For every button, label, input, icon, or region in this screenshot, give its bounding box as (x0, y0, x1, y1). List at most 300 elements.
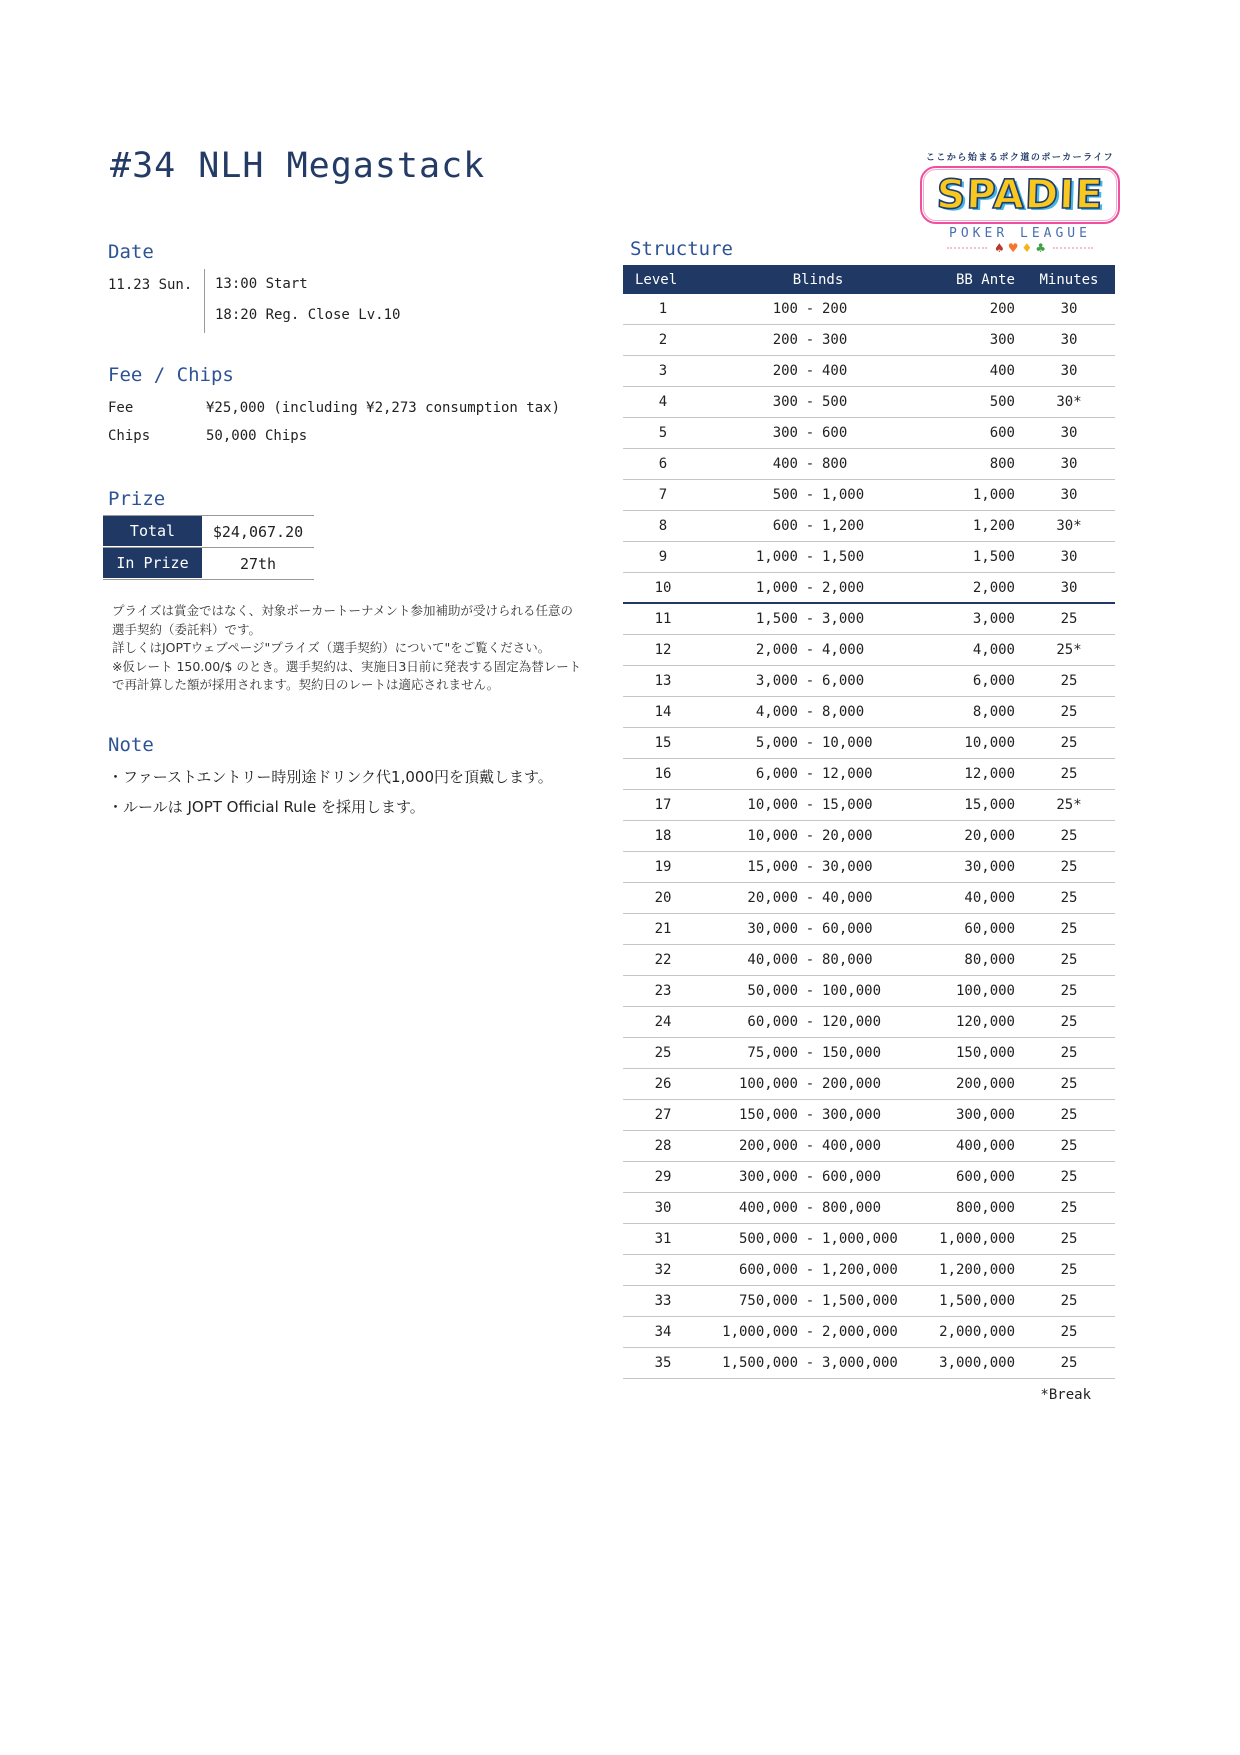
minutes-cell: 25 (1060, 1200, 1078, 1216)
structure-level-row (623, 1193, 1115, 1224)
date-heading: Date (108, 241, 154, 263)
blinds-cell (703, 580, 933, 596)
structure-level-row (623, 573, 1115, 604)
big-blind: 2,000 (822, 579, 865, 596)
structure-table (623, 265, 1115, 1403)
small-blind: 600,000 (738, 1262, 798, 1278)
big-blind: 1,500,000 (822, 1293, 898, 1309)
structure-level-row (623, 294, 1115, 325)
big-blind: 300 (822, 332, 848, 348)
blinds-dash: - (805, 1231, 815, 1247)
blinds-dash: - (805, 921, 815, 937)
structure-level-row (623, 418, 1115, 449)
small-blind: 2,000 (755, 642, 798, 658)
blinds-cell (703, 1138, 933, 1154)
poker-league-subtitle: POKER LEAGUE (949, 226, 1091, 241)
bb-ante-cell: 12,000 (964, 766, 1015, 782)
bb-ante-cell: 400 (989, 363, 1015, 379)
blinds-cell (703, 921, 933, 937)
structure-header-row (623, 265, 1115, 294)
level-cell: 29 (654, 1169, 672, 1185)
level-cell: 17 (654, 797, 672, 813)
blinds-dash: - (805, 549, 815, 565)
minutes-cell: 30 (1060, 579, 1078, 596)
date-section (108, 241, 400, 333)
blinds-cell (703, 1169, 933, 1185)
structure-level-row (623, 1069, 1115, 1100)
small-blind: 75,000 (747, 1045, 798, 1061)
bb-ante-cell: 500 (989, 394, 1015, 410)
minutes-cell: 30 (1060, 301, 1078, 317)
minutes-cell: 30* (1056, 518, 1082, 534)
minutes-cell: 30 (1060, 549, 1078, 565)
blinds-cell (703, 1231, 933, 1247)
structure-level-row (623, 635, 1115, 666)
big-blind: 200 (822, 301, 848, 317)
level-cell: 22 (654, 952, 672, 968)
bb-ante-cell: 600 (989, 425, 1015, 441)
blinds-cell (703, 487, 933, 503)
disclaimer-line: ※仮レート 150.00/$ のとき。選手契約は、実施日3日前に発表する固定為替レート (112, 658, 582, 674)
big-blind: 400 (822, 363, 848, 379)
blinds-dash: - (805, 1355, 815, 1371)
blinds-dash: - (805, 363, 815, 379)
blinds-cell (703, 1355, 933, 1371)
bb-ante-cell: 4,000 (972, 642, 1015, 658)
blinds-dash: - (805, 579, 815, 596)
blinds-cell (703, 704, 933, 720)
bb-ante-cell: 60,000 (964, 921, 1015, 937)
blinds-cell (703, 859, 933, 875)
minutes-cell: 25 (1060, 952, 1078, 968)
minutes-cell: 30 (1060, 363, 1078, 379)
blinds-cell (703, 301, 933, 317)
big-blind: 120,000 (822, 1014, 882, 1030)
blinds-cell (703, 332, 933, 348)
blinds-cell (703, 735, 933, 751)
big-blind: 300,000 (822, 1107, 882, 1123)
bb-ante-cell: 1,500,000 (939, 1293, 1015, 1309)
bb-ante-cell: 20,000 (964, 828, 1015, 844)
small-blind: 3,000 (755, 673, 798, 689)
blinds-cell (703, 797, 933, 813)
level-cell: 25 (654, 1045, 672, 1061)
blinds-dash: - (805, 301, 815, 317)
level-cell: 7 (658, 487, 668, 503)
small-blind: 1,000 (755, 549, 798, 565)
bb-ante-cell: 150,000 (955, 1045, 1015, 1061)
small-blind: 500 (772, 487, 798, 503)
fee-chips-row (108, 422, 560, 450)
bb-ante-cell: 3,000 (972, 611, 1015, 627)
blinds-cell (703, 611, 933, 627)
level-cell: 12 (654, 642, 672, 658)
bb-ante-cell: 8,000 (972, 704, 1015, 720)
logo-frame (920, 166, 1120, 224)
small-blind: 1,000,000 (722, 1324, 798, 1340)
structure-level-row (623, 1286, 1115, 1317)
bb-ante-cell: 40,000 (964, 890, 1015, 906)
big-blind: 1,500 (822, 549, 865, 565)
blinds-dash: - (805, 394, 815, 410)
blinds-cell (703, 363, 933, 379)
big-blind: 60,000 (822, 921, 873, 937)
disclaimer-line: プライズは賞金ではなく、対象ポーカートーナメント参加補助が受けられる任意の (112, 603, 574, 618)
structure-level-row (623, 1255, 1115, 1286)
structure-level-row (623, 697, 1115, 728)
level-cell: 9 (658, 549, 668, 565)
small-blind: 750,000 (738, 1293, 798, 1309)
spadie-wordmark: SPADIE (935, 172, 1105, 218)
blinds-dash: - (805, 1076, 815, 1092)
structure-level-row (623, 1131, 1115, 1162)
blinds-cell (703, 1076, 933, 1092)
blinds-cell (703, 1293, 933, 1309)
small-blind: 300 (772, 425, 798, 441)
level-cell: 24 (654, 1014, 672, 1030)
blinds-dash: - (805, 983, 815, 999)
page-title: #34 NLH Megastack (110, 146, 486, 186)
big-blind: 600 (822, 425, 848, 441)
blinds-cell (703, 642, 933, 658)
structure-level-row (623, 976, 1115, 1007)
date-time-line: 18:20 Reg. Close Lv.10 (215, 307, 401, 323)
blinds-dash: - (805, 611, 815, 627)
blinds-cell (703, 1107, 933, 1123)
disclaimer-line: で再計算した額が採用されます。契約日のレートは適応されません。 (112, 677, 500, 692)
blinds-dash: - (805, 673, 815, 689)
level-cell: 21 (654, 921, 672, 937)
small-blind: 10,000 (747, 828, 798, 844)
structure-section (623, 238, 1115, 1403)
structure-level-row (623, 945, 1115, 976)
big-blind: 150,000 (822, 1045, 882, 1061)
blinds-dash: - (805, 1200, 815, 1216)
level-cell: 8 (658, 518, 668, 534)
level-cell: 32 (654, 1262, 672, 1278)
structure-level-row (623, 852, 1115, 883)
structure-level-row (623, 356, 1115, 387)
blinds-dash: - (805, 1169, 815, 1185)
small-blind: 200,000 (738, 1138, 798, 1154)
bb-ante-cell: 200 (989, 301, 1015, 317)
level-cell: 18 (654, 828, 672, 844)
blinds-cell (703, 766, 933, 782)
level-cell: 34 (654, 1324, 672, 1340)
bb-ante-cell: 2,000 (972, 579, 1015, 596)
minutes-cell: 30 (1060, 332, 1078, 348)
prize-row (103, 516, 314, 548)
prize-row-value: $24,067.20 (212, 522, 304, 541)
small-blind: 6,000 (755, 766, 798, 782)
level-cell: 26 (654, 1076, 672, 1092)
structure-level-row (623, 542, 1115, 573)
level-cell: 33 (654, 1293, 672, 1309)
bb-ante-cell: 6,000 (972, 673, 1015, 689)
structure-level-row (623, 666, 1115, 697)
small-blind: 150,000 (738, 1107, 798, 1123)
blinds-cell (703, 425, 933, 441)
fee-chips-heading: Fee / Chips (108, 364, 234, 386)
big-blind: 8,000 (822, 704, 865, 720)
big-blind: 3,000,000 (822, 1355, 898, 1371)
minutes-cell: 30 (1060, 487, 1078, 503)
row-label: Fee (108, 400, 134, 416)
blinds-cell (703, 1200, 933, 1216)
minutes-cell: 25 (1060, 735, 1078, 751)
prize-row-label: In Prize (103, 548, 202, 579)
blinds-cell (703, 394, 933, 410)
date-value: 11.23 Sun. (108, 277, 193, 293)
big-blind: 500 (822, 394, 848, 410)
big-blind: 1,200,000 (822, 1262, 898, 1278)
big-blind: 12,000 (822, 766, 873, 782)
big-blind: 100,000 (822, 983, 882, 999)
prize-row-value: 27th (239, 554, 277, 573)
blinds-dash: - (805, 456, 815, 472)
small-blind: 1,000 (755, 579, 798, 596)
blinds-cell (703, 1045, 933, 1061)
blinds-cell (703, 518, 933, 534)
structure-level-row (623, 1348, 1115, 1379)
level-cell: 19 (654, 859, 672, 875)
bb-ante-cell: 600,000 (955, 1169, 1015, 1185)
small-blind: 50,000 (747, 983, 798, 999)
minutes-cell: 30 (1060, 425, 1078, 441)
level-cell: 2 (658, 332, 668, 348)
diamond-suit-icon: ♦ (1021, 241, 1033, 255)
minutes-cell: 25 (1060, 890, 1078, 906)
minutes-cell: 25 (1060, 1169, 1078, 1185)
minutes-cell: 25 (1060, 611, 1078, 627)
blinds-dash: - (805, 828, 815, 844)
small-blind: 5,000 (755, 735, 798, 751)
bb-ante-cell: 1,500 (972, 549, 1015, 565)
bb-ante-cell: 3,000,000 (939, 1355, 1015, 1371)
prize-row-label: Total (103, 516, 202, 547)
level-cell: 3 (658, 363, 668, 379)
blinds-dash: - (805, 1045, 815, 1061)
bb-ante-cell: 200,000 (955, 1076, 1015, 1092)
minutes-cell: 25 (1060, 1293, 1078, 1309)
blinds-dash: - (805, 1262, 815, 1278)
minutes-cell: 25 (1060, 1355, 1078, 1371)
bb-ante-cell: 400,000 (955, 1138, 1015, 1154)
blinds-dash: - (805, 890, 815, 906)
blinds-cell (703, 983, 933, 999)
minutes-cell: 25 (1060, 921, 1078, 937)
blinds-cell (703, 1262, 933, 1278)
column-header-level: Level (635, 271, 678, 288)
level-cell: 11 (654, 611, 672, 627)
big-blind: 40,000 (822, 890, 873, 906)
blinds-dash: - (805, 797, 815, 813)
bb-ante-cell: 1,200,000 (939, 1262, 1015, 1278)
note-heading: Note (108, 734, 154, 756)
row-value: 50,000 Chips (206, 428, 308, 444)
small-blind: 400,000 (738, 1200, 798, 1216)
big-blind: 200,000 (822, 1076, 882, 1092)
disclaimer-line: 選手契約（委託料）です。 (112, 621, 262, 637)
small-blind: 15,000 (747, 859, 798, 875)
column-header-blinds: Blinds (792, 271, 844, 288)
fee-chips-rows (108, 394, 560, 450)
minutes-cell: 25* (1056, 642, 1082, 658)
blinds-cell (703, 952, 933, 968)
note-item: ・ファーストエントリー時別途ドリンク代1,000円を頂戴します。 (108, 768, 553, 786)
small-blind: 100,000 (738, 1076, 798, 1092)
prize-row (103, 548, 314, 580)
big-blind: 1,000,000 (822, 1231, 898, 1247)
big-blind: 400,000 (822, 1138, 882, 1154)
structure-level-row (623, 821, 1115, 852)
blinds-dash: - (805, 1014, 815, 1030)
minutes-cell: 25 (1060, 1014, 1078, 1030)
blinds-dash: - (805, 704, 815, 720)
level-cell: 14 (654, 704, 672, 720)
small-blind: 300,000 (738, 1169, 798, 1185)
row-label: Chips (108, 428, 151, 444)
minutes-cell: 25 (1060, 1324, 1078, 1340)
small-blind: 60,000 (747, 1014, 798, 1030)
small-blind: 400 (772, 456, 798, 472)
blinds-cell (703, 828, 933, 844)
minutes-cell: 25 (1060, 1107, 1078, 1123)
blinds-cell (703, 1014, 933, 1030)
structure-level-row (623, 325, 1115, 356)
prize-heading: Prize (108, 488, 166, 510)
level-cell: 27 (654, 1107, 672, 1123)
big-blind: 80,000 (822, 952, 873, 968)
row-value: ¥25,000 (including ¥2,273 consumption tax) (206, 400, 561, 416)
minutes-cell: 25 (1060, 983, 1078, 999)
minutes-cell: 25 (1060, 1076, 1078, 1092)
bb-ante-cell: 80,000 (964, 952, 1015, 968)
minutes-cell: 25 (1060, 859, 1078, 875)
structure-level-row (623, 1007, 1115, 1038)
date-row (108, 269, 400, 333)
note-items (108, 762, 553, 822)
prize-table (103, 515, 314, 580)
big-blind: 3,000 (822, 611, 865, 627)
structure-level-row (623, 790, 1115, 821)
big-blind: 1,000 (822, 487, 865, 503)
level-cell: 10 (654, 579, 672, 596)
blinds-dash: - (805, 518, 815, 534)
minutes-cell: 25 (1060, 673, 1078, 689)
date-times (215, 269, 400, 333)
fee-chips-section (108, 364, 560, 450)
blinds-cell (703, 890, 933, 906)
small-blind: 300 (772, 394, 798, 410)
structure-level-row (623, 1224, 1115, 1255)
big-blind: 1,200 (822, 518, 865, 534)
blinds-dash: - (805, 332, 815, 348)
blinds-dash: - (805, 487, 815, 503)
logo-frame-inner (923, 169, 1117, 221)
level-cell: 30 (654, 1200, 672, 1216)
blinds-dash: - (805, 859, 815, 875)
big-blind: 4,000 (822, 642, 865, 658)
fee-chips-row (108, 394, 560, 422)
big-blind: 2,000,000 (822, 1324, 898, 1340)
minutes-cell: 25 (1060, 1262, 1078, 1278)
bb-ante-cell: 30,000 (964, 859, 1015, 875)
minutes-cell: 25 (1060, 828, 1078, 844)
bb-ante-cell: 1,200 (972, 518, 1015, 534)
spade-suit-icon: ♠ (993, 241, 1005, 255)
structure-level-row (623, 604, 1115, 635)
small-blind: 100 (772, 301, 798, 317)
big-blind: 10,000 (822, 735, 873, 751)
level-cell: 15 (654, 735, 672, 751)
small-blind: 500,000 (738, 1231, 798, 1247)
structure-heading: Structure (630, 238, 733, 260)
heart-suit-icon: ♥ (1007, 241, 1019, 255)
bb-ante-cell: 120,000 (955, 1014, 1015, 1030)
big-blind: 6,000 (822, 673, 865, 689)
level-cell: 1 (658, 301, 668, 317)
blinds-dash: - (805, 1107, 815, 1123)
bb-ante-cell: 300 (989, 332, 1015, 348)
small-blind: 40,000 (747, 952, 798, 968)
break-footnote: *Break (1040, 1387, 1091, 1403)
blinds-cell (703, 1324, 933, 1340)
small-blind: 10,000 (747, 797, 798, 813)
structure-level-row (623, 914, 1115, 945)
bb-ante-cell: 800 (989, 456, 1015, 472)
minutes-cell: 25 (1060, 704, 1078, 720)
level-cell: 20 (654, 890, 672, 906)
blinds-dash: - (805, 952, 815, 968)
blinds-dash: - (805, 766, 815, 782)
small-blind: 1,500,000 (722, 1355, 798, 1371)
date-time-line: 13:00 Start (215, 276, 308, 292)
structure-level-row (623, 449, 1115, 480)
structure-level-row (623, 883, 1115, 914)
prize-section (103, 488, 314, 580)
bb-ante-cell: 2,000,000 (939, 1324, 1015, 1340)
blinds-cell (703, 549, 933, 565)
structure-level-row (623, 728, 1115, 759)
bb-ante-cell: 1,000 (972, 487, 1015, 503)
blinds-dash: - (805, 735, 815, 751)
minutes-cell: 25 (1060, 1231, 1078, 1247)
logo-tagline: ここから始まるポク道のポーカーライフ (925, 153, 1115, 163)
minutes-cell: 30 (1060, 456, 1078, 472)
bb-ante-cell: 800,000 (955, 1200, 1015, 1216)
minutes-cell: 30* (1056, 394, 1082, 410)
structure-table-body (623, 294, 1115, 1379)
big-blind: 800,000 (822, 1200, 882, 1216)
disclaimer-line: 詳しくはJOPTウェブページ"プライズ（選手契約）について"をご覧ください。 (112, 640, 551, 655)
small-blind: 200 (772, 363, 798, 379)
level-cell: 23 (654, 983, 672, 999)
blinds-cell (703, 456, 933, 472)
blinds-dash: - (805, 425, 815, 441)
column-header-bb-ante: BB Ante (955, 271, 1015, 288)
column-header-minutes: Minutes (1039, 271, 1099, 288)
date-divider (204, 269, 205, 333)
structure-level-row (623, 387, 1115, 418)
level-cell: 28 (654, 1138, 672, 1154)
level-cell: 5 (658, 425, 668, 441)
note-item: ・ルールは JOPT Official Rule を採用します。 (108, 798, 425, 816)
blinds-dash: - (805, 1324, 815, 1340)
bb-ante-cell: 100,000 (955, 983, 1015, 999)
minutes-cell: 25* (1056, 797, 1082, 813)
structure-level-row (623, 1162, 1115, 1193)
